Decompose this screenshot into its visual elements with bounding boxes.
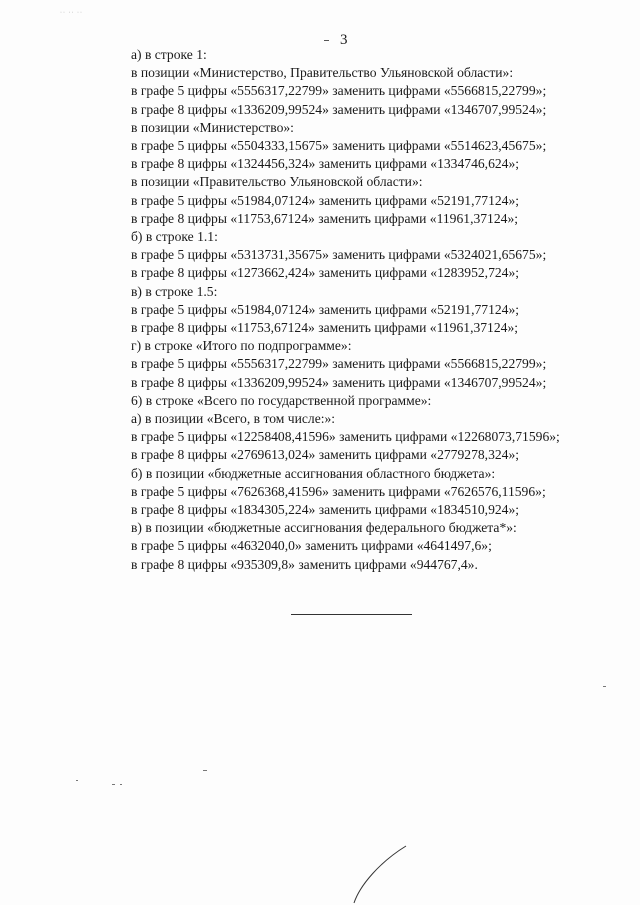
dash-mark [324, 40, 329, 41]
text-line: в графе 5 цифры «5504333,15675» заменить цифрами «5514623,45675»; [131, 138, 547, 154]
text-line: б) в строке 1.1: [131, 229, 218, 245]
scan-speck [112, 784, 115, 785]
text-line: в позиции «Правительство Ульяновской области»: [131, 174, 423, 190]
signature-stroke [340, 840, 420, 905]
text-line: в позиции «Министерство»: [131, 119, 294, 135]
text-line: 6) в строке «Всего по государственной программе»: [131, 392, 432, 408]
text-line: в графе 8 цифры «1273662,424» заменить цифрами «1283952,724»; [131, 265, 520, 281]
document-body [131, 46, 631, 574]
text-line: в графе 5 цифры «4632040,0» заменить цифрами «4641497,6»; [131, 538, 492, 554]
text-line: в графе 8 цифры «1324456,324» заменить цифрами «1334746,624»; [131, 156, 520, 172]
text-line: в графе 5 цифры «5556317,22799» заменить цифрами «5566815,22799»; [131, 83, 547, 99]
closing-rule [291, 614, 412, 615]
text-line: в графе 5 цифры «5556317,22799» заменить цифрами «5566815,22799»; [131, 356, 547, 372]
text-line: в графе 8 цифры «11753,67124» заменить цифрами «11961,37124»; [131, 320, 519, 336]
text-line: в позиции «Министерство, Правительство Ульяновской области»: [131, 65, 514, 81]
text-line: в) в строке 1.5: [131, 283, 218, 299]
scan-speck [120, 784, 122, 785]
text-line: в графе 8 цифры «2769613,024» заменить цифрами «2779278,324»; [131, 447, 520, 463]
scan-speck [203, 770, 207, 771]
text-line: а) в строке 1: [131, 47, 207, 62]
text-line: б) в позиции «бюджетные ассигнования областного бюджета»: [131, 465, 496, 481]
scan-speck [603, 686, 606, 687]
text-line: в графе 8 цифры «1336209,99524» заменить цифрами «1346707,99524»; [131, 374, 547, 390]
scan-speck [76, 780, 78, 781]
text-line: в графе 8 цифры «1336209,99524» заменить цифрами «1346707,99524»; [131, 101, 547, 117]
text-line: в графе 8 цифры «1834305,224» заменить цифрами «1834510,924»; [131, 502, 520, 518]
text-line: в графе 5 цифры «51984,07124» заменить цифрами «52191,77124»; [131, 192, 520, 208]
text-line: в графе 8 цифры «935309,8» заменить цифрами «944767,4». [131, 556, 478, 572]
text-line: а) в позиции «Всего, в том числе:»: [131, 411, 336, 427]
text-line: в графе 5 цифры «51984,07124» заменить цифрами «52191,77124»; [131, 301, 520, 317]
text-line: г) в строке «Итого по подпрограмме»: [131, 338, 352, 354]
text-line: в графе 5 цифры «7626368,41596» заменить цифрами «7626576,11596»; [131, 483, 546, 499]
scan-corner-mark: ·· ·· ·· [60, 10, 83, 16]
page-number: 3 [340, 32, 348, 48]
text-line: в графе 8 цифры «11753,67124» заменить цифрами «11961,37124»; [131, 210, 519, 226]
text-line: в графе 5 цифры «12258408,41596» заменить цифрами «12268073,71596»; [131, 429, 560, 445]
text-line: в) в позиции «бюджетные ассигнования федерального бюджета*»: [131, 520, 517, 536]
text-line: в графе 5 цифры «5313731,35675» заменить цифрами «5324021,65675»; [131, 247, 547, 263]
